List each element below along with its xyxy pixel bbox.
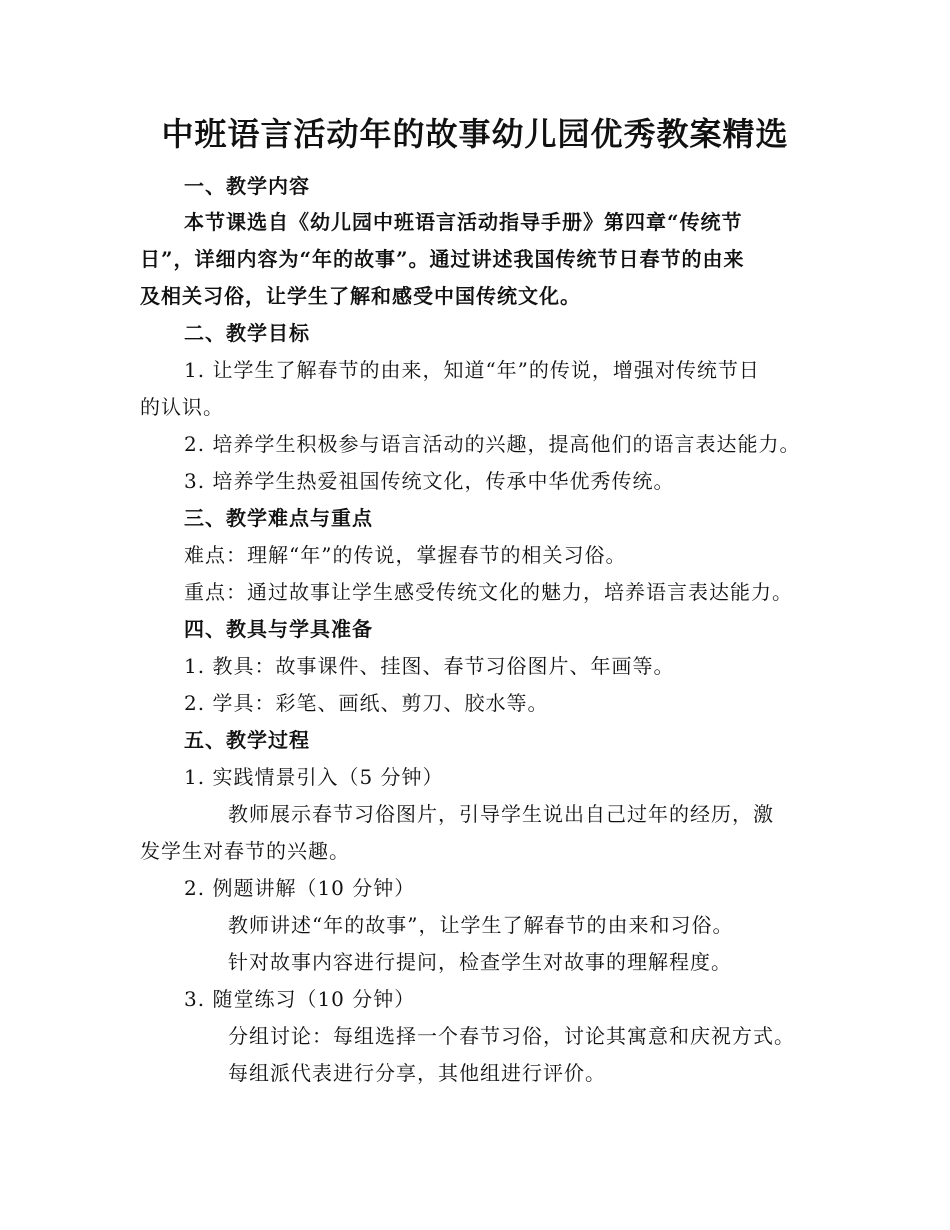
content-paragraph-line-1: 本节课选自《幼儿园中班语言活动指导手册》第四章“传统节 <box>184 210 743 234</box>
process-step-3-title: 3. 随堂练习（10 分钟） <box>184 987 416 1011</box>
process-step-1-line-2: 发学生对春节的兴趣。 <box>140 839 350 863</box>
process-step-1-line-1: 教师展示春节习俗图片，引导学生说出自己过年的经历，激 <box>228 802 774 826</box>
process-step-1-title: 1. 实践情景引入（5 分钟） <box>184 765 444 789</box>
materials-item-2: 2. 学具：彩笔、画纸、剪刀、胶水等。 <box>184 691 549 715</box>
section-heading-teaching-goals: 二、教学目标 <box>184 321 310 345</box>
goal-item-1-line-2: 的认识。 <box>140 395 224 419</box>
document-title: 中班语言活动年的故事幼儿园优秀教案精选 <box>161 115 789 153</box>
difficulty-text: 难点：理解“年”的传说，掌握春节的相关习俗。 <box>184 543 627 567</box>
section-heading-materials: 四、教具与学具准备 <box>184 617 373 641</box>
process-step-2-line-2: 针对故事内容进行提问，检查学生对故事的理解程度。 <box>228 950 732 974</box>
section-heading-teaching-content: 一、教学内容 <box>184 174 310 198</box>
section-heading-teaching-process: 五、教学过程 <box>184 728 310 752</box>
goal-item-3: 3. 培养学生热爱祖国传统文化，传承中华优秀传统。 <box>184 469 675 493</box>
process-step-2-title: 2. 例题讲解（10 分钟） <box>184 876 416 900</box>
process-step-3-line-2: 每组派代表进行分享，其他组进行评价。 <box>228 1061 606 1085</box>
goal-item-2: 2. 培养学生积极参与语言活动的兴趣，提高他们的语言表达能力。 <box>184 432 801 456</box>
content-paragraph-line-2: 日”，详细内容为“年的故事”。通过讲述我国传统节日春节的由来 <box>140 247 745 271</box>
materials-item-1: 1. 教具：故事课件、挂图、春节习俗图片、年画等。 <box>184 654 675 678</box>
key-point-text: 重点：通过故事让学生感受传统文化的魅力，培养语言表达能力。 <box>184 580 793 604</box>
process-step-2-line-1: 教师讲述“年的故事”，让学生了解春节的由来和习俗。 <box>228 913 734 937</box>
process-step-3-line-1: 分组讨论：每组选择一个春节习俗，讨论其寓意和庆祝方式。 <box>228 1024 795 1048</box>
section-heading-difficulty-key: 三、教学难点与重点 <box>184 506 373 530</box>
content-paragraph-line-3: 及相关习俗，让学生了解和感受中国传统文化。 <box>140 284 581 308</box>
goal-item-1-line-1: 1. 让学生了解春节的由来，知道“年”的传说，增强对传统节日 <box>184 358 760 382</box>
